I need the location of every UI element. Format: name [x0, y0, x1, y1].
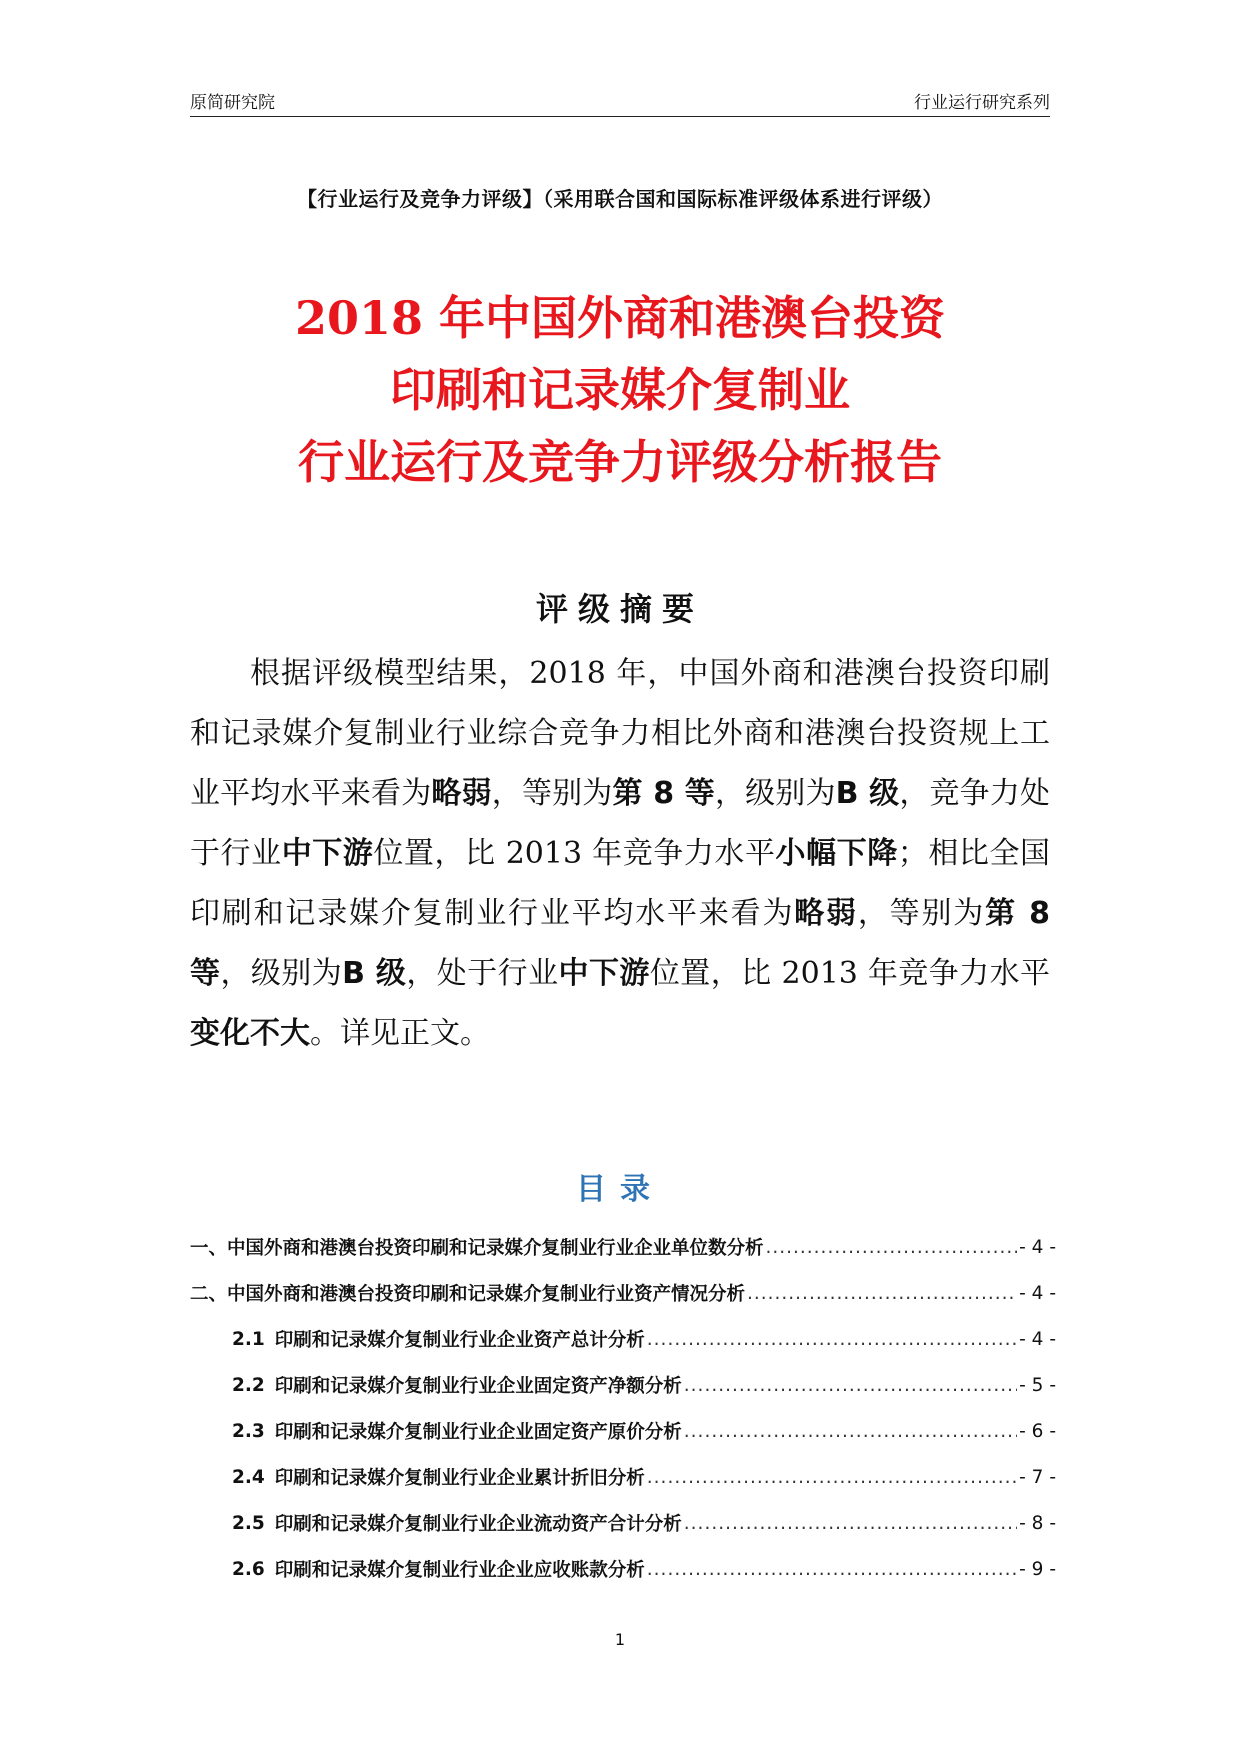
page-header [190, 86, 1050, 117]
toc-leader-dots [647, 1467, 1017, 1488]
report-title-line-3: 行业运行及竞争力评级分析报告 [298, 435, 942, 489]
abstract-emphasis: 第 8 等 [612, 776, 715, 811]
toc-leader-dots [684, 1375, 1017, 1396]
abstract-text: 根据评级模型结果，2018 年，中国外商和港澳台投资印刷和记录媒介复制业行业综合竞争力相比外商和港澳台投资规上工业平均水平来看为 [190, 656, 1050, 811]
header-series: 行业运行研究系列 [914, 93, 1050, 113]
abstract-text: ；相比全国印刷和记录媒介复制业行业平均水平来看为 [190, 836, 1051, 931]
toc-entry-1[interactable] [190, 1224, 1056, 1270]
toc-page-number: - 4 - [1019, 1282, 1056, 1304]
header-organization: 原简研究院 [190, 93, 275, 113]
abstract-emphasis: 第 8 等 [190, 896, 1051, 991]
toc-entry-label: 印刷和记录媒介复制业行业企业累计折旧分析 [274, 1468, 645, 1489]
abstract-emphasis: B 级 [342, 956, 407, 991]
toc-entry-number: 2.1 [232, 1328, 265, 1350]
abstract-text: 。详见正文。 [310, 1016, 490, 1051]
toc-page-number: - 7 - [1019, 1466, 1056, 1488]
toc-entry-2-3[interactable] [190, 1408, 1056, 1454]
toc-entry-label: 印刷和记录媒介复制业行业企业流动资产合计分析 [274, 1514, 682, 1535]
abstract-emphasis: 略弱 [431, 776, 492, 811]
toc-entry-number: 2.5 [232, 1512, 265, 1534]
abstract-emphasis: B 级 [835, 776, 900, 811]
toc-leader-dots [766, 1237, 1018, 1258]
toc-entry-label: 一、中国外商和港澳台投资印刷和记录媒介复制业行业企业单位数分析 [190, 1238, 764, 1259]
toc-entry-label: 印刷和记录媒介复制业行业企业应收账款分析 [274, 1560, 645, 1581]
toc-entry-label: 二、中国外商和港澳台投资印刷和记录媒介复制业行业资产情况分析 [190, 1284, 746, 1305]
toc-heading: 目录 [576, 1172, 664, 1207]
toc-leader-dots [647, 1559, 1017, 1580]
toc-entry-2-5[interactable] [190, 1500, 1056, 1546]
toc-page-number: - 5 - [1019, 1374, 1056, 1396]
report-title [120, 282, 1120, 498]
toc-entry-number: 2.3 [232, 1420, 265, 1442]
abstract-text: 位置，比 2013 年竞争力水平 [373, 836, 776, 871]
toc-entry-2-1[interactable] [190, 1316, 1056, 1362]
toc-entry-number: 2.2 [232, 1374, 265, 1396]
toc-entry-label: 印刷和记录媒介复制业行业企业资产总计分析 [274, 1330, 645, 1351]
abstract-text: ，等别为 [857, 896, 986, 931]
toc-leader-dots [684, 1513, 1017, 1534]
table-of-contents [190, 1224, 1056, 1592]
toc-entry-2[interactable] [190, 1270, 1056, 1316]
report-title-line-2: 印刷和记录媒介复制业 [390, 363, 850, 417]
toc-page-number: - 9 - [1019, 1558, 1056, 1580]
toc-entry-number: 2.4 [232, 1466, 265, 1488]
toc-leader-dots [647, 1329, 1017, 1350]
toc-entry-label: 印刷和记录媒介复制业行业企业固定资产净额分析 [274, 1376, 682, 1397]
toc-leader-dots [684, 1421, 1017, 1442]
abstract-text: ，处于行业 [406, 956, 559, 991]
abstract-emphasis: 小幅下降 [775, 836, 898, 871]
abstract-emphasis: 略弱 [794, 896, 858, 931]
abstract-paragraph [190, 644, 1050, 1064]
abstract-text: ，竞争力处于行业 [190, 776, 1051, 871]
abstract-text: ，等别为 [491, 776, 613, 811]
report-subtitle: 【行业运行及竞争力评级】（采用联合国和国际标准评级体系进行评级） [297, 187, 943, 211]
abstract-heading: 评级摘要 [535, 590, 704, 628]
abstract-emphasis: 中下游 [281, 836, 374, 871]
toc-entry-number: 2.6 [232, 1558, 265, 1580]
toc-entry-2-6[interactable] [190, 1546, 1056, 1592]
abstract-emphasis: 中下游 [558, 956, 650, 991]
report-title-line-1: 2018 年中国外商和港澳台投资 [294, 291, 946, 345]
abstract-text: 位置，比 2013 年竞争力水平 [649, 956, 1051, 991]
toc-entry-2-4[interactable] [190, 1454, 1056, 1500]
toc-page-number: - 4 - [1019, 1328, 1056, 1350]
toc-page-number: - 6 - [1019, 1420, 1056, 1442]
page-number: 1 [614, 1630, 626, 1649]
abstract-text: ，级别为 [220, 956, 343, 991]
toc-page-number: - 8 - [1019, 1512, 1056, 1534]
abstract-emphasis: 变化不大 [190, 1016, 310, 1051]
toc-entry-2-2[interactable] [190, 1362, 1056, 1408]
toc-leader-dots [747, 1283, 1017, 1304]
toc-entry-label: 印刷和记录媒介复制业行业企业固定资产原价分析 [274, 1422, 682, 1443]
toc-page-number: - 4 - [1019, 1236, 1056, 1258]
abstract-text: ，级别为 [714, 776, 836, 811]
